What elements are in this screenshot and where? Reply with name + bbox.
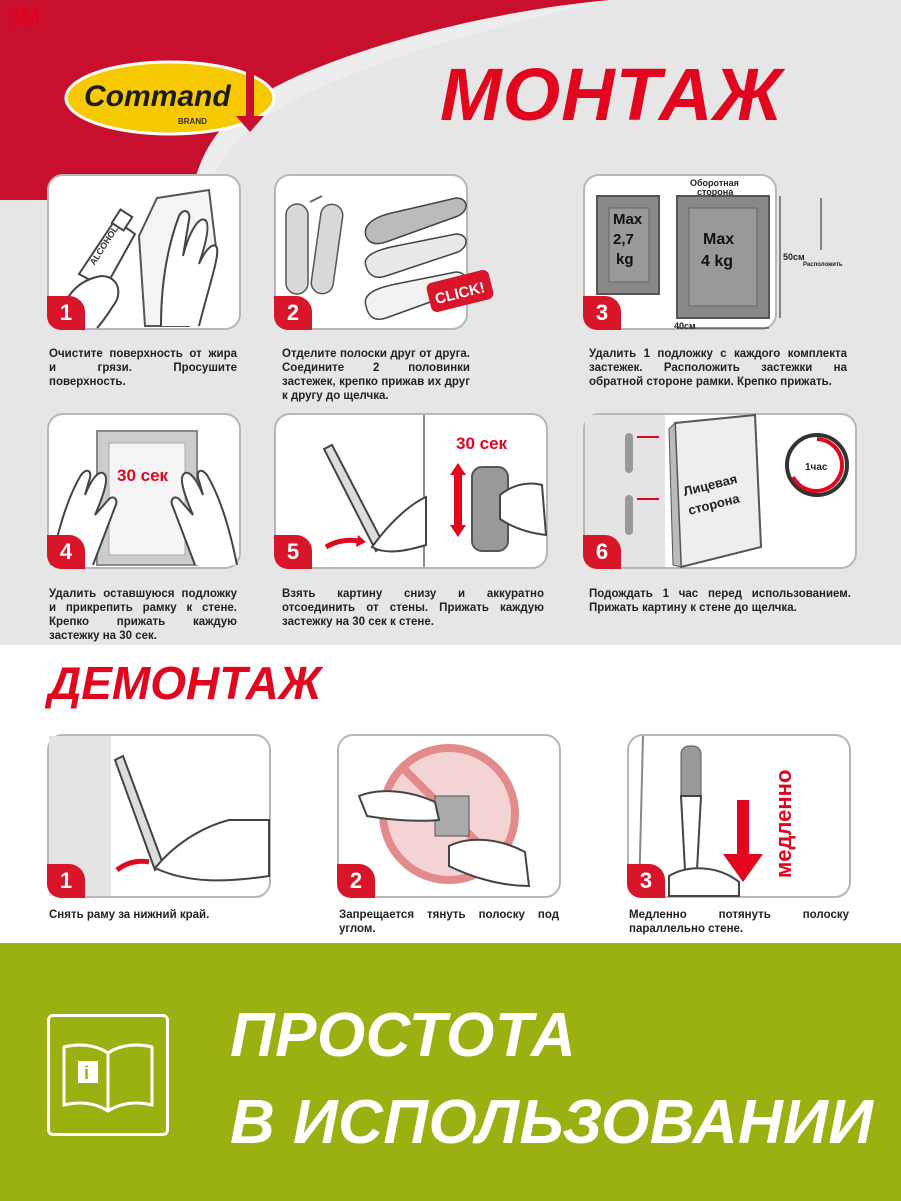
svg-text:30 сек: 30 сек — [456, 434, 508, 453]
step-number: 6 — [583, 535, 621, 569]
banner-line-1: ПРОСТОТА — [230, 1001, 577, 1070]
wait-illustration — [585, 415, 855, 567]
svg-text:сторона: сторона — [697, 187, 734, 197]
step-number: 1 — [47, 864, 85, 898]
svg-text:CLICK!: CLICK! — [433, 279, 487, 308]
svg-text:Max: Max — [613, 211, 643, 228]
step-number: 1 — [47, 296, 85, 330]
step-number: 2 — [337, 864, 375, 898]
removal-title: ДЕМОНТАЖ — [48, 657, 322, 709]
step-5-panel — [274, 413, 548, 569]
removal-step-2-caption: Запрещается тянуть полоску под углом. — [339, 909, 559, 935]
3m-logo: 3M — [8, 4, 40, 31]
step-4-panel — [47, 413, 241, 569]
step-number: 4 — [47, 535, 85, 569]
svg-text:1час: 1час — [805, 462, 828, 473]
svg-text:Command: Command — [84, 80, 231, 113]
removal-step-3-caption: Медленно потянуть полоску параллельно стене. — [629, 909, 849, 935]
svg-text:ALCOHOL: ALCOHOL — [87, 224, 121, 267]
step-3-panel — [583, 174, 843, 330]
svg-text:BRAND: BRAND — [178, 117, 207, 126]
svg-text:30 сек: 30 сек — [117, 466, 169, 485]
step-1-caption: Очистите поверхность от жира и грязи. Просушите поверхность. — [49, 348, 237, 388]
step-6-panel — [583, 413, 857, 569]
removal-step-1-panel — [47, 734, 271, 898]
command-logo — [66, 58, 281, 136]
svg-text:Max: Max — [703, 231, 735, 248]
banner-line-2: В ИСПОЛЬЗОВАНИИ — [230, 1088, 874, 1157]
step-2-caption: Отделите полоски друг от друга. Соедините 2 половинки застежек, крепко прижав их друг к другу до щелчка. — [282, 348, 470, 402]
svg-text:Оборотная: Оборотная — [690, 178, 739, 188]
step-number: 5 — [274, 535, 312, 569]
step-number: 3 — [583, 296, 621, 330]
step-6-caption: Подождать 1 час перед использованием. Прижать картину к стене до щелчка. — [589, 588, 851, 614]
svg-text:2,7: 2,7 — [613, 231, 634, 248]
step-1-panel — [47, 174, 241, 330]
svg-text:медленно: медленно — [771, 769, 796, 878]
step-4-caption: Удалить оставшуюся подложку и прикрепить рамку к стене. Крепко прижать каждую застежку на 30 сек. — [49, 588, 237, 642]
svg-text:Лицевая: Лицевая — [681, 471, 739, 499]
step-2-panel — [274, 174, 487, 330]
width-label: 40см — [674, 321, 696, 331]
ease-of-use-banner — [0, 943, 901, 1201]
svg-text:50см: 50см — [783, 252, 805, 262]
removal-step-3-panel — [627, 734, 851, 898]
step-number: 3 — [627, 864, 665, 898]
svg-text:4 kg: 4 kg — [701, 253, 734, 270]
frame-back-illustration — [585, 176, 857, 328]
step-number: 2 — [274, 296, 312, 330]
removal-step-1-caption: Снять раму за нижний край. — [49, 909, 210, 921]
mounting-title: МОНТАЖ — [440, 53, 784, 136]
step-5-caption: Взять картину снизу и аккуратно отсоединить от стены. Прижать каждую застежку на 30 сек к стене. — [282, 588, 544, 628]
svg-text:Расположить: Расположить — [803, 262, 843, 268]
book-info-icon — [47, 1014, 169, 1136]
svg-text:kg: kg — [616, 251, 634, 268]
svg-text:сторона: сторона — [686, 490, 741, 518]
removal-step-2-panel — [337, 734, 561, 898]
step-3-caption: Удалить 1 подложку с каждого комплекта застежек. Расположить застежки на обратной стороне рамки. Крепко прижать. — [589, 348, 847, 388]
svg-text:i: i — [84, 1063, 90, 1083]
remove-press-illustration — [276, 415, 546, 567]
